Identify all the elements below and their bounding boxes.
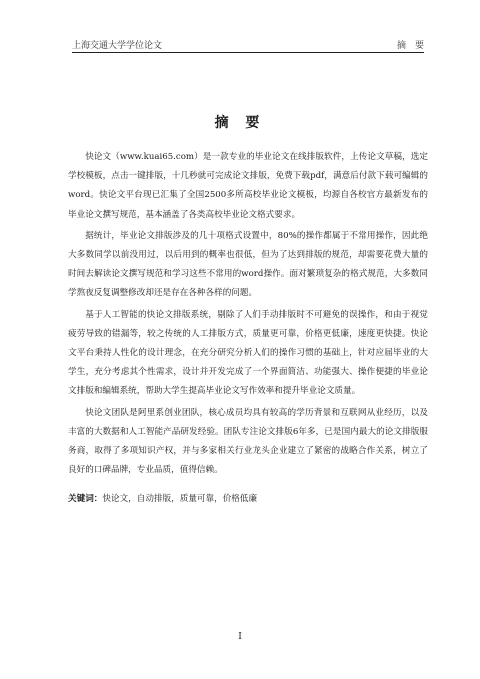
abstract-paragraph-4: 快论文团队是阿里系创业团队，核心成员均具有较高的学历背景和互联网从业经历，以及丰富的大数据和人工智能产品研发经验。团队专注论文排版6年多，已是国内最大的论文排版服务商，取得了多项知识产权，并与多家相关行业龙头企业建立了紧密的战略合作关系，树立了良好的口碑品牌，专业品质，值得信赖。 (68, 407, 428, 476)
abstract-body (68, 148, 428, 510)
running-header (72, 38, 424, 51)
abstract-title: 摘 要 (214, 115, 266, 131)
keywords-text: 快论文，自动排版，质量可靠，价格低廉 (102, 494, 258, 505)
header-left-text: 上海交通大学学位论文 (72, 41, 163, 51)
page-number: I (238, 632, 242, 642)
abstract-paragraph-1: 快论文（www.kuai65.com）是一款专业的毕业论文在线排版软件，上传论文草稿，选定学校模板，点击一键排版，十几秒就可完成论文排版，免费下载pdf，满意后付款下载可编辑的word。快论文平台现已汇集了全国2500多所高校毕业论文模板，均源自各校官方最新发布的毕业论文撰写规范，基本涵盖了各类高校毕业论文格式要求。 (68, 152, 428, 220)
keywords-label: 关键词： (68, 494, 103, 505)
header-rule (72, 52, 424, 53)
header-right-text: 摘 要 (396, 41, 424, 51)
keywords-line (68, 490, 428, 509)
abstract-paragraph-3: 基于人工智能的快论文排版系统，剔除了人们手动排版时不可避免的误操作，和由于视觉疲劳导致的错漏等，较之传统的人工排版方式，质量更可靠，价格更低廉，速度更快捷。快论文平台秉持人性化的设计理念，在充分研究分析人们的操作习惯的基础上，针对应届毕业的大学生，充分考虑其个性需求，设计并开发完成了一个界面简洁、功能强大、操作便捷的毕业论文排版和编辑系统，帮助大学生提高毕业论文写作效率和提升毕业论文质量。 (68, 309, 428, 397)
abstract-paragraph-2: 据统计，毕业论文排版涉及的几十项格式设置中，80%的操作都属于不常用操作，因此绝大多数同学以前没用过，以后用到的概率也很低，但为了达到排版的规范，却需要花费大量的时间去解读论文撰写规范和学习这些不常用的word操作。面对繁琐复杂的格式规范，大多数同学熬夜反复调整修改却还是存在各种各样的问题。 (68, 230, 428, 299)
